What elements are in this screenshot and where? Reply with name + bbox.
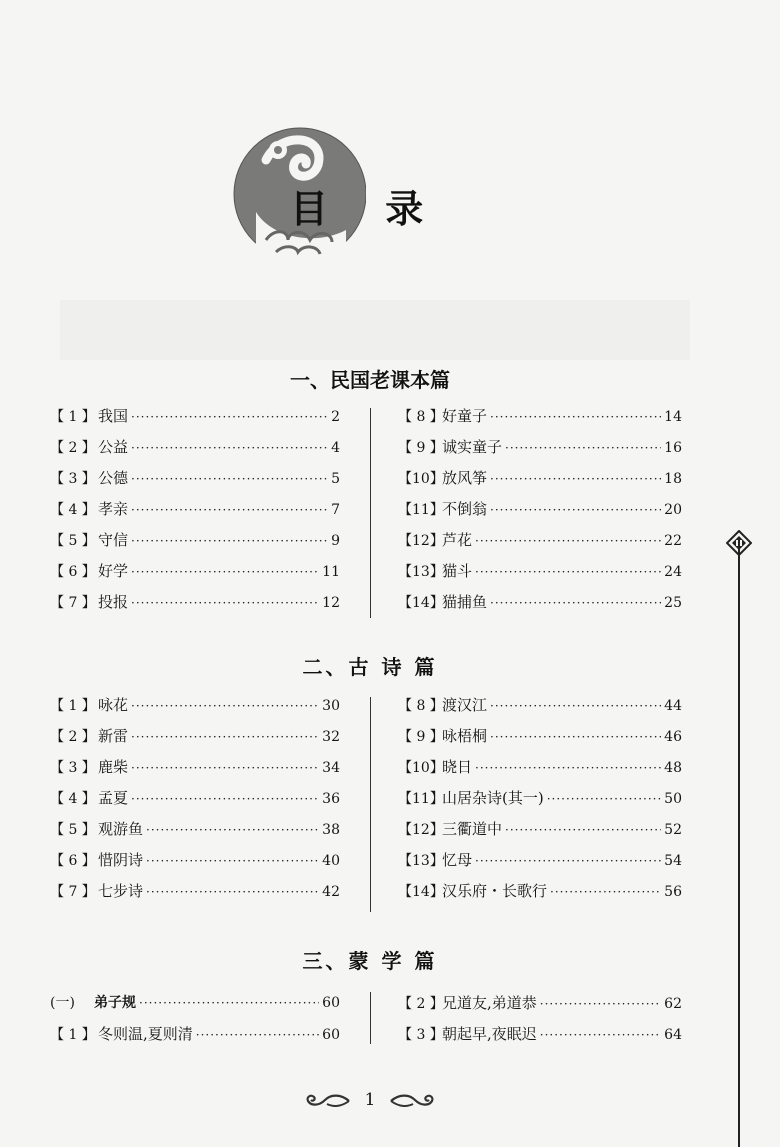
- entry-title: 朝起早,夜眠迟: [442, 1025, 537, 1043]
- page-number: 1: [364, 1090, 376, 1110]
- leader-dots: [475, 526, 661, 557]
- leader-dots: [547, 784, 661, 815]
- entry-title: 汉乐府・长歌行: [442, 882, 548, 900]
- toc-list-left: [50, 690, 340, 907]
- toc-entry[interactable]: [50, 525, 340, 556]
- toc-entry[interactable]: [398, 690, 682, 721]
- leader-dots: [131, 784, 319, 815]
- entry-title: 我国: [98, 407, 129, 425]
- leader-dots: [490, 588, 661, 619]
- entry-title: 好学: [98, 562, 129, 580]
- toc-entry[interactable]: [398, 556, 682, 587]
- entry-page: 24: [664, 564, 682, 580]
- toc-entry[interactable]: [50, 721, 340, 752]
- entry-page: 18: [664, 471, 682, 487]
- toc-entry[interactable]: [398, 432, 682, 463]
- entry-page: 5: [331, 471, 340, 487]
- entry-title: 忆母: [442, 851, 473, 869]
- entry-number: 【 1 】: [50, 698, 96, 714]
- entry-number: 【 1 】: [50, 409, 96, 425]
- leader-dots: [196, 1020, 319, 1051]
- entry-number: 【12】: [398, 533, 444, 549]
- entry-title: 诚实童子: [442, 438, 503, 456]
- leader-dots: [540, 1020, 661, 1051]
- entry-page: 30: [322, 698, 340, 714]
- leader-dots: [146, 877, 319, 908]
- section-title-minguo: 一、民国老课本篇: [290, 368, 450, 392]
- entry-page: 12: [322, 595, 340, 611]
- leader-dots: [505, 815, 661, 846]
- toc-entry[interactable]: [50, 876, 340, 907]
- entry-title: 公德: [98, 469, 129, 487]
- entry-number: 【12】: [398, 822, 444, 838]
- scroll-ornament-left-icon: [305, 1092, 351, 1110]
- entry-page: 62: [664, 996, 682, 1012]
- entry-title: 好童子: [442, 407, 488, 425]
- entry-page: 7: [331, 502, 340, 518]
- entry-page: 22: [664, 533, 682, 549]
- entry-title: 守信: [98, 531, 129, 549]
- toc-entry[interactable]: [398, 988, 682, 1019]
- toc-entry[interactable]: [398, 752, 682, 783]
- leader-dots: [490, 691, 661, 722]
- entry-page: 60: [322, 995, 340, 1011]
- toc-list-right: [398, 401, 682, 618]
- toc-entry[interactable]: [398, 814, 682, 845]
- entry-page: 54: [664, 853, 682, 869]
- leader-dots: [131, 691, 319, 722]
- leader-dots: [505, 433, 661, 464]
- entry-number: 【 5 】: [50, 822, 96, 838]
- entry-title: 孝亲: [98, 500, 129, 518]
- leader-dots: [540, 989, 661, 1020]
- section-title-mengxue: 三、蒙 学 篇: [302, 949, 438, 973]
- entry-page: 2: [331, 409, 340, 425]
- entry-title: 惜阴诗: [98, 851, 144, 869]
- leader-dots: [131, 402, 328, 433]
- entry-page: 64: [664, 1027, 682, 1043]
- entry-page: 36: [322, 791, 340, 807]
- entry-number: 【 8 】: [398, 698, 444, 714]
- leader-dots: [131, 464, 328, 495]
- entry-title: 猫捕鱼: [442, 593, 488, 611]
- entry-number: 【 2 】: [50, 729, 96, 745]
- leader-dots: [475, 557, 661, 588]
- toc-entry[interactable]: [398, 525, 682, 556]
- leader-dots: [131, 722, 319, 753]
- section-title-gushi: 二、古 诗 篇: [302, 655, 438, 679]
- entry-number: 【 9 】: [398, 729, 444, 745]
- entry-page: 38: [322, 822, 340, 838]
- toc-entry[interactable]: [398, 1019, 682, 1050]
- entry-title: 冬则温,夏则清: [98, 1025, 193, 1043]
- entry-title: 山居杂诗(其一): [442, 789, 544, 807]
- entry-title: 投报: [98, 593, 129, 611]
- toc-entry[interactable]: [50, 752, 340, 783]
- entry-number: 【14】: [398, 884, 444, 900]
- toc-entry[interactable]: [398, 463, 682, 494]
- leader-dots: [131, 433, 328, 464]
- entry-page: 44: [664, 698, 682, 714]
- entry-page: 11: [322, 564, 340, 580]
- entry-title: 不倒翁: [442, 500, 488, 518]
- entry-title: 七步诗: [98, 882, 144, 900]
- leader-dots: [490, 464, 661, 495]
- entry-title: 三衢道中: [442, 820, 503, 838]
- entry-page: 50: [664, 791, 682, 807]
- entry-page: 52: [664, 822, 682, 838]
- entry-number: 【13】: [398, 564, 444, 580]
- entry-page: 25: [664, 595, 682, 611]
- entry-title: 孟夏: [98, 789, 129, 807]
- toc-entry[interactable]: [50, 463, 340, 494]
- entry-title: 芦花: [442, 531, 473, 549]
- entry-page: 34: [322, 760, 340, 776]
- entry-number: 【10】: [398, 760, 444, 776]
- toc-entry[interactable]: [398, 494, 682, 525]
- toc-entry[interactable]: [50, 783, 340, 814]
- leader-dots: [475, 753, 661, 784]
- entry-number: 【14】: [398, 595, 444, 611]
- leader-dots: [131, 557, 319, 588]
- toc-entry[interactable]: [50, 556, 340, 587]
- toc-entry[interactable]: [50, 494, 340, 525]
- entry-title: 咏花: [98, 696, 129, 714]
- entry-page: 9: [331, 533, 340, 549]
- entry-number: 【 7 】: [50, 884, 96, 900]
- entry-number: 【 8 】: [398, 409, 444, 425]
- column-divider: [370, 697, 371, 912]
- entry-title: 观游鱼: [98, 820, 144, 838]
- entry-number: 【10】: [398, 471, 444, 487]
- entry-number: 【 5 】: [50, 533, 96, 549]
- entry-page: 14: [664, 409, 682, 425]
- toc-entry[interactable]: [398, 876, 682, 907]
- entry-page: 16: [664, 440, 682, 456]
- toc-entry[interactable]: [50, 814, 340, 845]
- leader-dots: [139, 988, 319, 1019]
- leader-dots: [475, 846, 661, 877]
- entry-title: 猫斗: [442, 562, 473, 580]
- entry-number: 【 3 】: [50, 760, 96, 776]
- leader-dots: [131, 588, 319, 619]
- leader-dots: [131, 526, 328, 557]
- toc-entry[interactable]: [398, 587, 682, 618]
- entry-page: 46: [664, 729, 682, 745]
- entry-page: 56: [664, 884, 682, 900]
- leader-dots: [490, 495, 661, 526]
- entry-number: 【 9 】: [398, 440, 444, 456]
- entry-number: 【 3 】: [398, 1027, 444, 1043]
- entry-number: 【 4 】: [50, 791, 96, 807]
- toc-subheading[interactable]: [50, 988, 340, 1019]
- entry-title: 鹿柴: [98, 758, 129, 776]
- toc-list-left: [50, 401, 340, 618]
- leader-dots: [131, 753, 319, 784]
- entry-number: 【 3 】: [50, 471, 96, 487]
- leader-dots: [146, 846, 319, 877]
- leader-dots: [131, 495, 328, 526]
- entry-number: 【11】: [398, 502, 444, 518]
- entry-number: (一): [50, 995, 75, 1011]
- page-title: 目 录: [290, 187, 446, 231]
- leader-dots: [550, 877, 661, 908]
- toc-entry[interactable]: [50, 587, 340, 618]
- entry-title: 渡汉江: [442, 696, 488, 714]
- entry-page: 48: [664, 760, 682, 776]
- entry-title: 晓日: [442, 758, 473, 776]
- leader-dots: [146, 815, 319, 846]
- entry-page: 32: [322, 729, 340, 745]
- column-divider: [370, 408, 371, 618]
- entry-number: 【 6 】: [50, 853, 96, 869]
- entry-number: 【13】: [398, 853, 444, 869]
- toc-entry[interactable]: [50, 432, 340, 463]
- entry-title: 兄道友,弟道恭: [442, 994, 537, 1012]
- toc-entry[interactable]: [398, 721, 682, 752]
- entry-title: 咏梧桐: [442, 727, 488, 745]
- toc-entry[interactable]: [50, 401, 340, 432]
- entry-title: 放风筝: [442, 469, 488, 487]
- margin-rule: [738, 540, 740, 1147]
- entry-number: 【 2 】: [398, 996, 444, 1012]
- entry-number: 【 4 】: [50, 502, 96, 518]
- entry-title: 公益: [98, 438, 129, 456]
- page-footer: [0, 1090, 740, 1110]
- toc-list-right: [398, 988, 682, 1050]
- scroll-ornament-right-icon: [389, 1092, 435, 1110]
- toc-entry[interactable]: [50, 845, 340, 876]
- entry-title: 新雷: [98, 727, 129, 745]
- toc-list-right: [398, 690, 682, 907]
- toc-entry[interactable]: [50, 690, 340, 721]
- entry-title: 弟子规: [94, 995, 136, 1011]
- toc-entry[interactable]: [50, 1019, 340, 1050]
- entry-number: 【 1 】: [50, 1027, 96, 1043]
- entry-number: 【11】: [398, 791, 444, 807]
- toc-entry[interactable]: [398, 845, 682, 876]
- entry-number: 【 6 】: [50, 564, 96, 580]
- toc-entry[interactable]: [398, 401, 682, 432]
- leader-dots: [490, 402, 661, 433]
- toc-entry[interactable]: [398, 783, 682, 814]
- entry-page: 42: [322, 884, 340, 900]
- toc-list-left: [50, 988, 340, 1050]
- entry-page: 60: [322, 1027, 340, 1043]
- entry-page: 4: [331, 440, 340, 456]
- entry-page: 40: [322, 853, 340, 869]
- entry-page: 20: [664, 502, 682, 518]
- entry-number: 【 2 】: [50, 440, 96, 456]
- leader-dots: [490, 722, 661, 753]
- bleed-through-shadow: [60, 300, 690, 360]
- column-divider: [370, 992, 371, 1044]
- entry-number: 【 7 】: [50, 595, 96, 611]
